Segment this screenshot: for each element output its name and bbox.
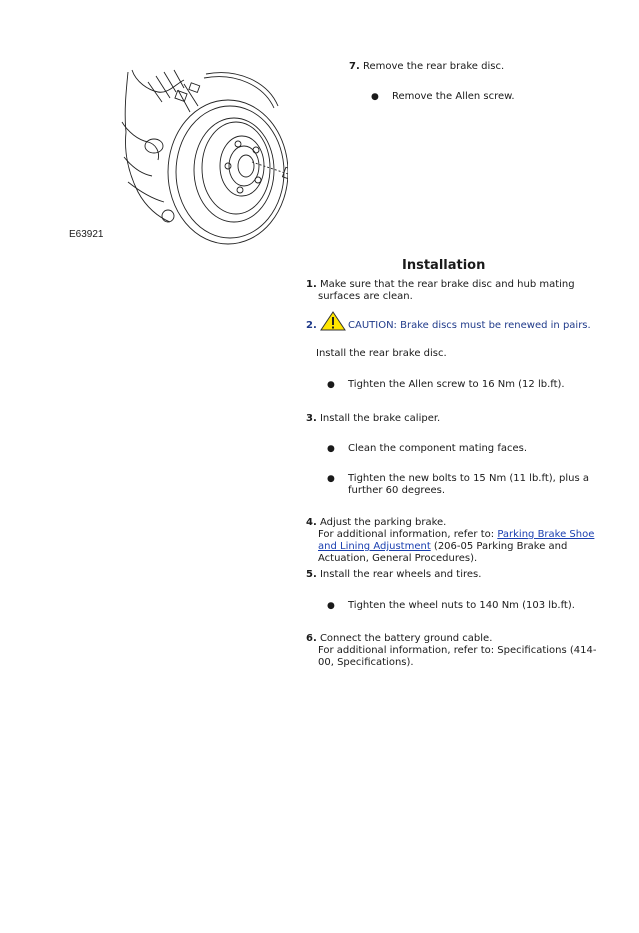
step-number: 4. (306, 517, 317, 528)
step-text: Connect the battery ground cable. (319, 633, 493, 644)
step-text-cont: surfaces are clean. (318, 291, 413, 302)
parking-brake-link-cont[interactable]: and Lining Adjustment (318, 541, 431, 552)
bullet-marker: ● (327, 444, 335, 454)
step-number: 6. (306, 633, 317, 644)
step-number: 3. (306, 413, 317, 424)
reference-line: Actuation, General Procedures). (318, 553, 478, 564)
step-5 (306, 569, 481, 581)
reference-line: 00, Specifications). (318, 657, 414, 668)
bullet-text: Remove the Allen screw. (392, 91, 515, 102)
step-text: Remove the rear brake disc. (362, 61, 505, 72)
figure-label: E63921 (69, 229, 104, 240)
step-text: Make sure that the rear brake disc and hub mating (319, 279, 575, 290)
bullet-text: Clean the component mating faces. (348, 443, 528, 454)
caution-text: CAUTION: Brake discs must be renewed in pairs. (348, 320, 591, 331)
bullet-text-cont: further 60 degrees. (348, 485, 446, 496)
brake-disc-illustration (118, 62, 288, 252)
warning-icon (320, 311, 346, 331)
reference-line: and Lining Adjustment (206-05 Parking Brake and (318, 541, 568, 552)
bullet-marker: ● (327, 601, 335, 611)
step-1 (306, 279, 575, 291)
step-text: Install the rear brake disc. (316, 348, 447, 359)
step-6 (306, 633, 492, 645)
bullet-text: Tighten the wheel nuts to 140 Nm (103 lb.ft). (348, 600, 575, 611)
step-number: 7. (349, 61, 360, 72)
bullet-text: Tighten the new bolts to 15 Nm (11 lb.ft), plus a (348, 473, 589, 484)
step-3 (306, 413, 440, 425)
reference-line: For additional information, refer to: Parking Brake Shoe (318, 529, 595, 540)
bullet-marker: ● (327, 380, 335, 390)
bullet-marker: ● (327, 474, 335, 484)
reference-line: For additional information, refer to: Specifications (414- (318, 645, 597, 656)
step-4 (306, 517, 446, 529)
step-text: Install the rear wheels and tires. (319, 569, 482, 580)
step-text: Adjust the parking brake. (319, 517, 447, 528)
step-2-number: 2. (306, 320, 317, 331)
bullet-text: Tighten the Allen screw to 16 Nm (12 lb.ft). (348, 379, 565, 390)
bullet-marker: ● (371, 92, 379, 102)
section-heading: Installation (402, 258, 486, 273)
step-text: Install the brake caliper. (319, 413, 441, 424)
parking-brake-link[interactable]: Parking Brake Shoe (497, 529, 595, 540)
step-number: 5. (306, 569, 317, 580)
step-number: 1. (306, 279, 317, 290)
step-7 (349, 61, 504, 73)
